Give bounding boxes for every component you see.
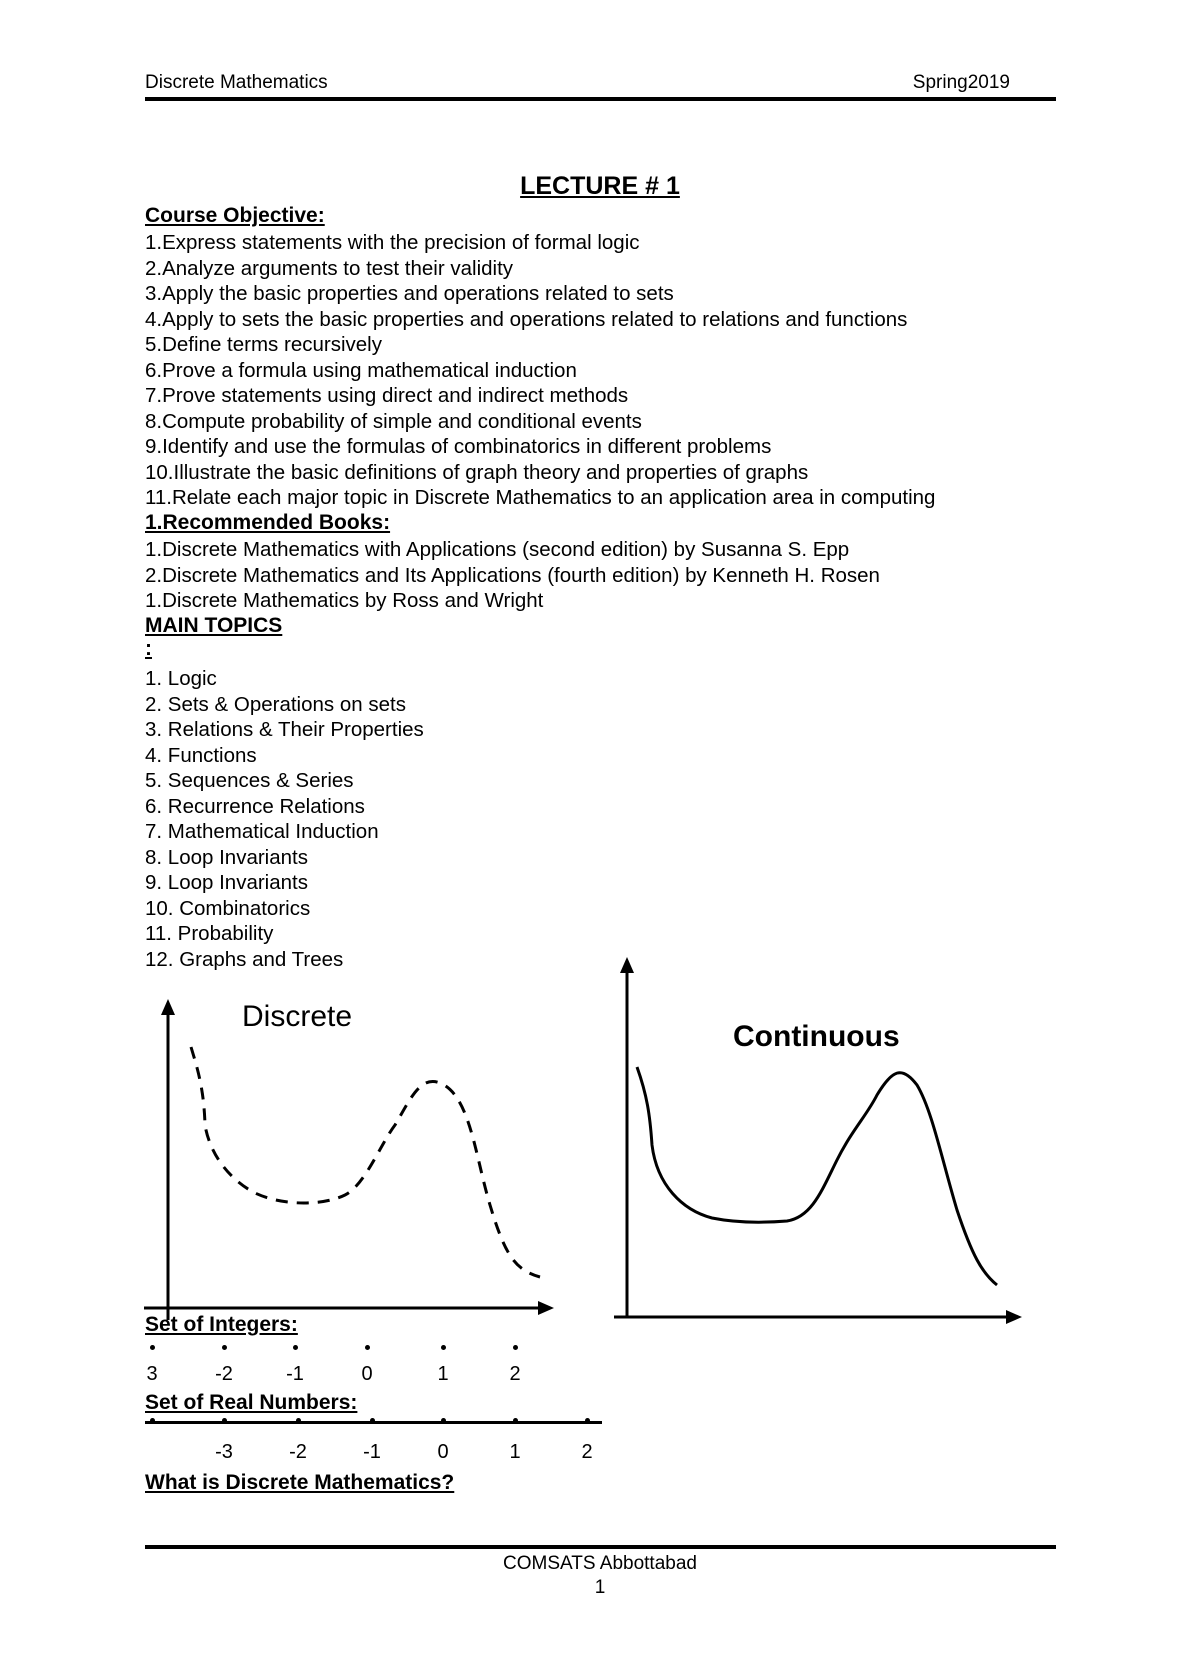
continuous-graph — [612, 955, 1032, 1325]
header-semester: Spring2019 — [912, 72, 1010, 93]
main-topics-heading: MAIN TOPICS — [145, 614, 283, 637]
discrete-label: Discrete — [242, 1000, 353, 1033]
topic-item: 8. Loop Invariants — [145, 845, 308, 869]
objective-item: 9.Identify and use the formulas of combinatorics in different problems — [145, 435, 772, 458]
main-topics-list — [145, 666, 424, 972]
book-item: 2.Discrete Mathematics and Its Applications (fourth edition) by Kenneth H. Rosen — [145, 563, 880, 587]
footer-rule — [145, 1545, 1056, 1549]
objective-item: 3.Apply the basic properties and operations related to sets — [145, 282, 674, 305]
objective-item: 11.Relate each major topic in Discrete Mathematics to an application area in computing — [145, 486, 936, 509]
integer-dot — [513, 1345, 518, 1350]
integer-dot — [365, 1345, 370, 1350]
integer-label: -2 — [215, 1363, 233, 1385]
main-topics-colon: : — [145, 637, 152, 660]
footer-page-number: 1 — [594, 1577, 606, 1598]
integer-dot — [293, 1345, 298, 1350]
integer-label: 1 — [437, 1363, 449, 1385]
book-item: 1.Discrete Mathematics with Applications (second edition) by Susanna S. Epp — [145, 538, 850, 561]
topic-item: 6. Recurrence Relations — [145, 794, 365, 818]
course-objective-heading: Course Objective: — [145, 204, 325, 227]
objective-item: 5.Define terms recursively — [145, 333, 382, 356]
objective-item: 2.Analyze arguments to test their validity — [145, 256, 514, 280]
footer-institution: COMSATS Abbottabad — [503, 1553, 697, 1574]
integer-dot — [222, 1345, 227, 1350]
real-label: -1 — [363, 1441, 381, 1463]
discrete-x-arrow — [538, 1301, 554, 1315]
topic-item: 1. Logic — [145, 667, 217, 690]
real-label: 0 — [437, 1441, 449, 1463]
header-rule — [145, 97, 1056, 101]
real-dot — [222, 1418, 227, 1423]
integer-dot — [150, 1345, 155, 1350]
objective-item: 4.Apply to sets the basic properties and operations related to relations and functions — [145, 307, 908, 331]
real-dot — [513, 1418, 518, 1423]
integers-heading: Set of Integers: — [145, 1313, 298, 1336]
integer-label: -1 — [286, 1363, 304, 1385]
real-label: -2 — [289, 1441, 307, 1463]
real-dot — [150, 1418, 155, 1423]
book-item: 1.Discrete Mathematics by Ross and Wright — [145, 589, 544, 612]
objective-item: 8.Compute probability of simple and conditional events — [145, 409, 642, 433]
topic-item: 12. Graphs and Trees — [145, 947, 344, 971]
question-heading: What is Discrete Mathematics? — [145, 1471, 455, 1494]
topic-item: 9. Loop Invariants — [145, 871, 308, 894]
reals-heading: Set of Real Numbers: — [145, 1391, 358, 1414]
recommended-books-list — [145, 537, 880, 614]
discrete-curve — [191, 1047, 540, 1277]
topic-item: 3. Relations & Their Properties — [145, 718, 424, 741]
objective-item: 1.Express statements with the precision of formal logic — [145, 231, 640, 254]
recommended-books-heading: 1.Recommended Books: — [145, 511, 391, 534]
objective-item: 7.Prove statements using direct and indirect methods — [145, 384, 629, 407]
integer-label: 0 — [361, 1363, 373, 1385]
page-title: LECTURE # 1 — [520, 172, 680, 200]
topic-item: 7. Mathematical Induction — [145, 820, 379, 843]
objective-item: 10.Illustrate the basic definitions of graph theory and properties of graphs — [145, 460, 809, 484]
topic-item: 4. Functions — [145, 743, 257, 767]
continuous-y-arrow — [620, 957, 634, 973]
continuous-curve — [637, 1067, 997, 1285]
real-dot — [296, 1418, 301, 1423]
integer-dot — [441, 1345, 446, 1350]
course-objective-list — [145, 230, 935, 511]
discrete-y-arrow — [161, 999, 175, 1015]
integer-label: 3 — [146, 1363, 158, 1385]
real-dot — [585, 1418, 590, 1423]
real-label: 2 — [581, 1441, 593, 1463]
objective-item: 6.Prove a formula using mathematical induction — [145, 358, 577, 382]
continuous-x-arrow — [1006, 1310, 1022, 1324]
integer-label: 2 — [509, 1363, 521, 1385]
continuous-label: Continuous — [733, 1020, 900, 1053]
topic-item: 10. Combinatorics — [145, 896, 311, 920]
real-dot — [441, 1418, 446, 1423]
real-label: -3 — [215, 1441, 233, 1463]
real-label: 1 — [509, 1441, 521, 1463]
topic-item: 2. Sets & Operations on sets — [145, 692, 406, 716]
topic-item: 11. Probability — [145, 922, 274, 945]
discrete-graph — [140, 995, 560, 1325]
header-course-name: Discrete Mathematics — [145, 72, 328, 93]
real-dot — [370, 1418, 375, 1423]
topic-item: 5. Sequences & Series — [145, 769, 354, 792]
